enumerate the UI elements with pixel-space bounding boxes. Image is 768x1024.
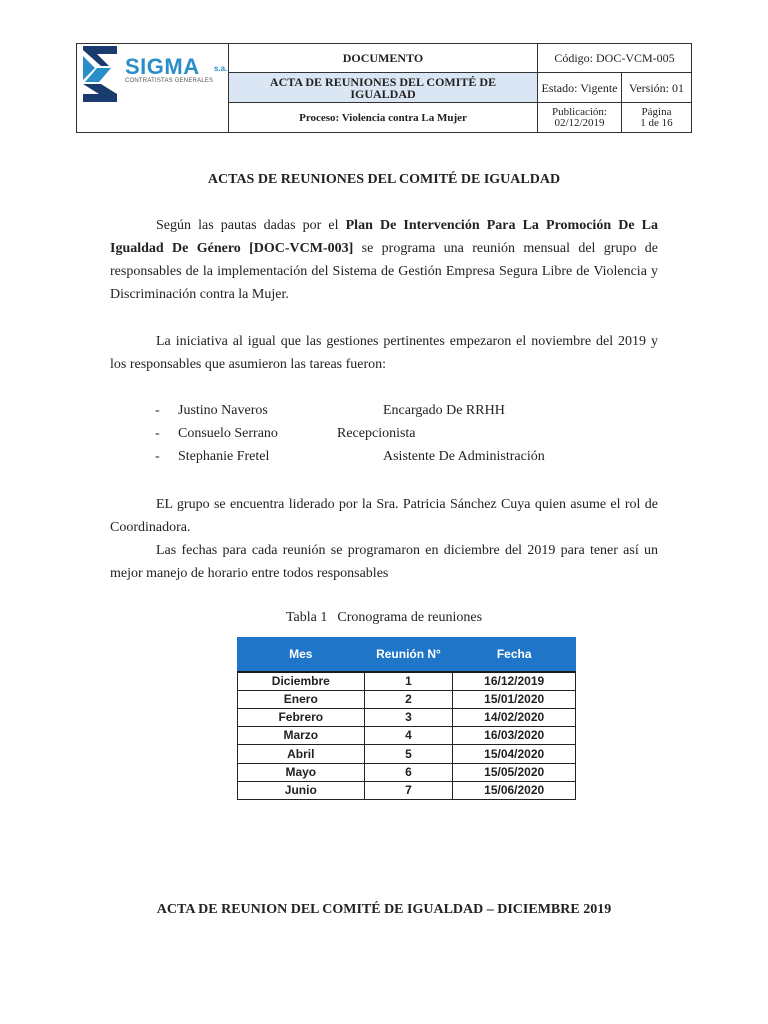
paragraph-1-start: Según las pautas dadas por el — [156, 218, 346, 233]
paragraph-1 — [110, 214, 658, 306]
cell-date: 15/05/2020 — [453, 763, 576, 781]
plan-reference: Plan De Intervención Para La Promoción De La Igualdad De Género [DOC-VCM-003] — [110, 218, 658, 256]
cell-meeting-number: 5 — [364, 745, 453, 763]
page-cell — [622, 103, 691, 132]
list-bullet: - — [155, 426, 160, 441]
paragraph-4-text: Las fechas para cada reunión se programaron en diciembre del 2019 para tener así un mejor manejo de horario entre todos responsables — [110, 543, 658, 581]
paragraph-4 — [110, 539, 658, 585]
table-caption-number: Tabla 1 — [285, 610, 328, 625]
header-row-3 — [229, 103, 691, 132]
table-row — [238, 727, 576, 745]
page-count: 1 de 16 — [640, 116, 673, 129]
cell-meeting-number: 1 — [364, 672, 453, 691]
cell-month: Abril — [238, 745, 365, 763]
header-row-1 — [229, 44, 691, 73]
cell-date: 15/04/2020 — [453, 745, 576, 763]
cell-month: Enero — [238, 690, 365, 708]
table-caption — [0, 610, 768, 626]
publication-cell — [538, 103, 622, 132]
logo-subtitle: CONTRATISTAS GENERALES — [125, 78, 214, 84]
cell-meeting-number: 6 — [364, 763, 453, 781]
table-row — [238, 672, 576, 691]
column-header-month: Mes — [238, 638, 365, 672]
publication-label: Publicación: — [552, 105, 607, 118]
section-title: ACTA DE REUNION DEL COMITÉ DE IGUALDAD – DICIEMBRE 2019 — [156, 902, 612, 917]
cell-month: Junio — [238, 781, 365, 799]
schedule-table — [237, 637, 576, 800]
cell-meeting-number: 2 — [364, 690, 453, 708]
doc-version: Versión: 01 — [629, 80, 684, 95]
responsable-name: Consuelo Serrano — [178, 426, 278, 441]
logo-suffix: s.a. — [214, 64, 228, 73]
paragraph-2 — [110, 330, 658, 376]
table-row — [238, 781, 576, 799]
company-logo — [81, 44, 231, 104]
cell-month: Diciembre — [238, 672, 365, 691]
page-title: ACTAS DE REUNIONES DEL COMITÉ DE IGUALDAD — [207, 172, 561, 187]
column-header-meeting-number: Reunión N° — [364, 638, 453, 672]
cell-date: 14/02/2020 — [453, 708, 576, 726]
cell-month: Marzo — [238, 727, 365, 745]
doc-process: Proceso: Violencia contra La Mujer — [229, 103, 538, 132]
cell-date: 15/06/2020 — [453, 781, 576, 799]
document-header — [76, 43, 692, 133]
table-row — [238, 763, 576, 781]
doc-code: Código: DOC-VCM-005 — [554, 51, 675, 65]
list-bullet: - — [155, 449, 160, 464]
logo-cell — [77, 44, 229, 132]
cell-meeting-number: 7 — [364, 781, 453, 799]
publication-date: 02/12/2019 — [554, 116, 605, 129]
paragraph-1-end: se programa una reunión mensual del grupo de responsables de la implementación del Sistema de Gestión Empresa Segura Libre de Violencia y Discriminación contra la Mujer. — [110, 241, 659, 302]
cell-month: Mayo — [238, 763, 365, 781]
doc-title: ACTA DE REUNIONES DEL COMITÉ DE IGUALDAD — [229, 73, 538, 102]
logo-wordmark: SIGMA — [125, 54, 200, 79]
table-row — [238, 708, 576, 726]
sigma-mark-icon — [81, 44, 125, 104]
responsable-role: Asistente De Administración — [383, 449, 545, 464]
table-header-row — [238, 638, 576, 672]
page-label: Página — [641, 105, 672, 118]
cell-date: 15/01/2020 — [453, 690, 576, 708]
paragraph-2-text: La iniciativa al igual que las gestiones pertinentes empezaron el noviembre del 2019 y los responsables que asumieron las tareas fueron: — [110, 334, 658, 372]
responsable-name: Justino Naveros — [178, 403, 268, 418]
column-header-date: Fecha — [453, 638, 576, 672]
cell-date: 16/12/2019 — [453, 672, 576, 691]
responsable-role: Recepcionista — [337, 426, 416, 441]
doc-status: Estado: Vigente — [538, 73, 622, 102]
responsable-name: Stephanie Fretel — [178, 449, 270, 464]
table-caption-text: Cronograma de reuniones — [337, 610, 483, 625]
paragraph-3 — [110, 493, 658, 539]
table-row — [238, 745, 576, 763]
cell-meeting-number: 4 — [364, 727, 453, 745]
header-row-2 — [229, 73, 691, 103]
table-row — [238, 690, 576, 708]
responsable-role: Encargado De RRHH — [383, 403, 505, 418]
doc-label: DOCUMENTO — [229, 44, 538, 72]
cell-date: 16/03/2020 — [453, 727, 576, 745]
paragraph-3-text: EL grupo se encuentra liderado por la Sra. Patricia Sánchez Cuya quien asume el rol de Coordinadora. — [110, 497, 658, 535]
cell-meeting-number: 3 — [364, 708, 453, 726]
list-bullet: - — [155, 403, 160, 418]
cell-month: Febrero — [238, 708, 365, 726]
